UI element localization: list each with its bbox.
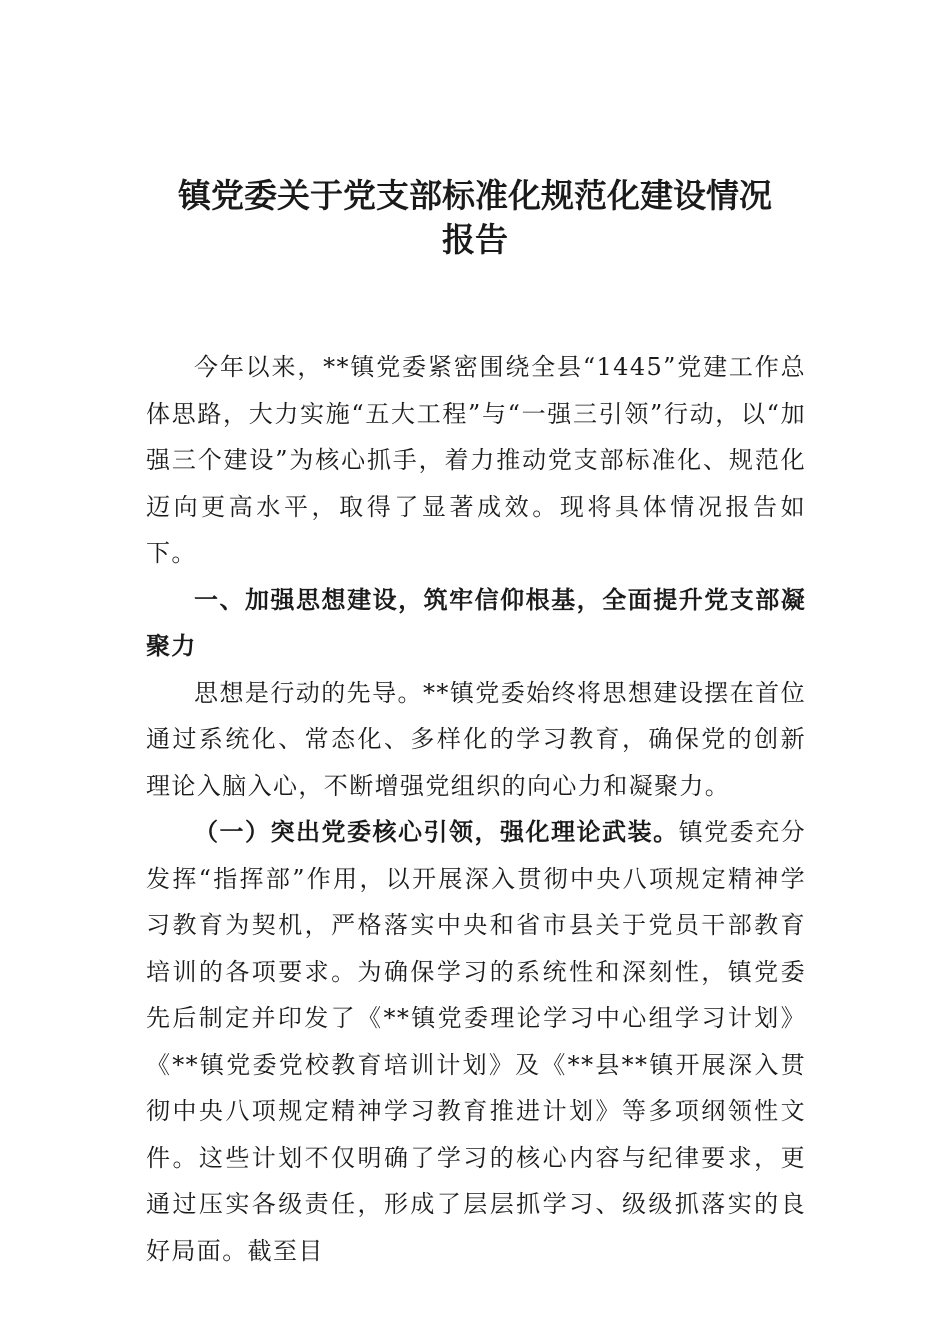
subsection-1-paragraph <box>146 809 806 1274</box>
document-title-line-2: 报告 <box>442 220 508 259</box>
document-title-line-1: 镇党委关于党支部标准化规范化建设情况 <box>178 176 772 215</box>
subsection-1-text: 镇党委充分发挥“指挥部”作用，以开展深入贯彻中央八项规定精神学习教育为契机，严格落实中央和省市县关于党员干部教育培训的各项要求。为确保学习的系统性和深刻性，镇党委先后制定并印发了《**镇党委理论学习中心组学习计划》《**镇党委党校教育培训计划》及《**县**镇开展深入贯彻中央八项规定精神学习教育推进计划》等多项纲领性文件。这些计划不仅明确了学习的核心内容与纪律要求，更通过压实各级责任，形成了层层抓学习、级级抓落实的良好局面。截至目 <box>146 818 806 1265</box>
intro-paragraph: 今年以来，**镇党委紧密围绕全县“1445”党建工作总体思路，大力实施“五大工程”与“一强三引领”行动，以“加强三个建设”为核心抓手，着力推动党支部标准化、规范化迈向更高水平，取得了显著成效。现将具体情况报告如下。 <box>146 353 806 567</box>
subsection-1-heading: （一）突出党委核心引领，强化理论武装。 <box>194 817 679 846</box>
section-1-heading: 一、加强思想建设，筑牢信仰根基，全面提升党支部凝聚力 <box>146 585 806 660</box>
document-body <box>146 344 806 1274</box>
section-1-paragraph: 思想是行动的先导。**镇党委始终将思想建设摆在首位通过系统化、常态化、多样化的学习教育，确保党的创新理论入脑入心，不断增强党组织的向心力和凝聚力。 <box>146 678 806 800</box>
